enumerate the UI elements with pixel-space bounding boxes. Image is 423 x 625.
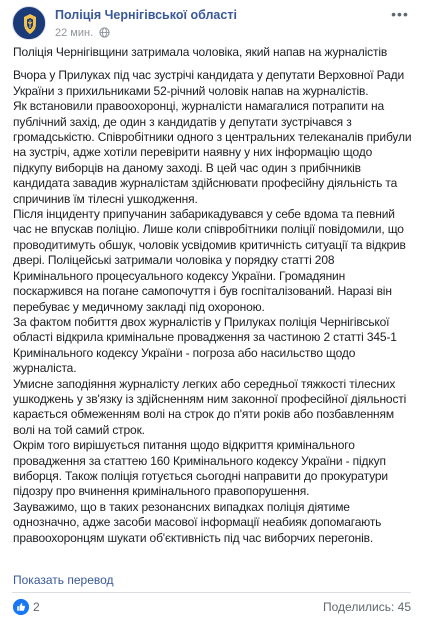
post-paragraph: За фактом побиття двох журналістів у Прилуках поліція Чернігівської області відкрила кримінальне провадження за частиною 2 статті 345-1 Кримінального кодексу України - погроза або насильство щодо журналіста. — [13, 314, 397, 376]
post-header — [0, 0, 423, 44]
post-paragraph: Після інциденту припучанин забарикадувався у себе вдома та певний час не впускав поліцію. Лише коли співробітники поліції повідомили, що проводитимуть обшук, чоловік усвідомив критичність ситуації та відкрив двері. Поліцейські затримали чоловіка у порядку статті 208 Кримінального процесуального кодексу України. Громадянин поскаржився на погане самопочуття і був госпіталізований. Наразі він перебуває у медичному закладі під охороною. — [13, 207, 406, 314]
globe-icon — [99, 27, 110, 41]
show-translation-link[interactable]: Показать перевод — [13, 573, 114, 587]
post-text — [13, 45, 413, 546]
post-paragraph: Окрім того вирішується питання щодо відкриття кримінального провадження за статтею 160 Кримінального кодексу України - підкуп виборця. Також поліція готується сьогодні направити до прокуратури підозру про вчинення кримінального правопорушення. — [13, 438, 388, 499]
page-avatar[interactable] — [12, 6, 46, 40]
share-count[interactable]: Поделились: 45 — [323, 600, 411, 614]
post-paragraph: Зауважимо, що в таких резонансних випадках поліція діятиме однозначно, адже засоби масової інформації неабияк допомагають правоохоронцям шукати об'єктивність під час виборчих перегонів. — [13, 499, 382, 545]
post-meta — [55, 27, 110, 41]
post-paragraph: Вчора у Прилуках під час зустрічі кандидата у депутати Верховної Ради України з прихильниками 52-річний чоловік напав на журналістів. — [13, 68, 405, 98]
police-emblem-icon — [13, 7, 46, 40]
reaction-count[interactable]: 2 — [33, 600, 40, 614]
post-footer — [0, 593, 423, 625]
post-paragraph: Поліція Чернігівщини затримала чоловіка, який напав на журналістів — [13, 45, 388, 59]
like-icon[interactable] — [13, 599, 29, 615]
more-options-icon[interactable]: ••• — [391, 6, 409, 22]
post-paragraph: Як встановили правоохоронці, журналісти намагалися потрапити на публічний захід, де один з кандидатів у депутати зустрічався з громадськістю. Співробітники одного з центральних телеканалів прибули на зустріч, адже хотіли перевірити наявну у них інформацію щодо підкупу виборців на даному заході. В цей час один з прибічників кандидата завадив журналістам здійснювати професійну діяльність та спричинив їм тілесні ушкодження. — [13, 99, 412, 206]
post-time[interactable]: 22 мин. — [55, 27, 94, 39]
post-paragraph: Умисне заподіяння журналісту легких або середньої тяжкості тілесних ушкоджень у зв'язку із здійсненням ним законної професійної діяльності карається обмеженням волі на строк до п'яти років або позбавленням волі на той самий строк. — [13, 376, 407, 437]
page-name-link[interactable]: Поліція Чернігівської області — [55, 8, 237, 22]
